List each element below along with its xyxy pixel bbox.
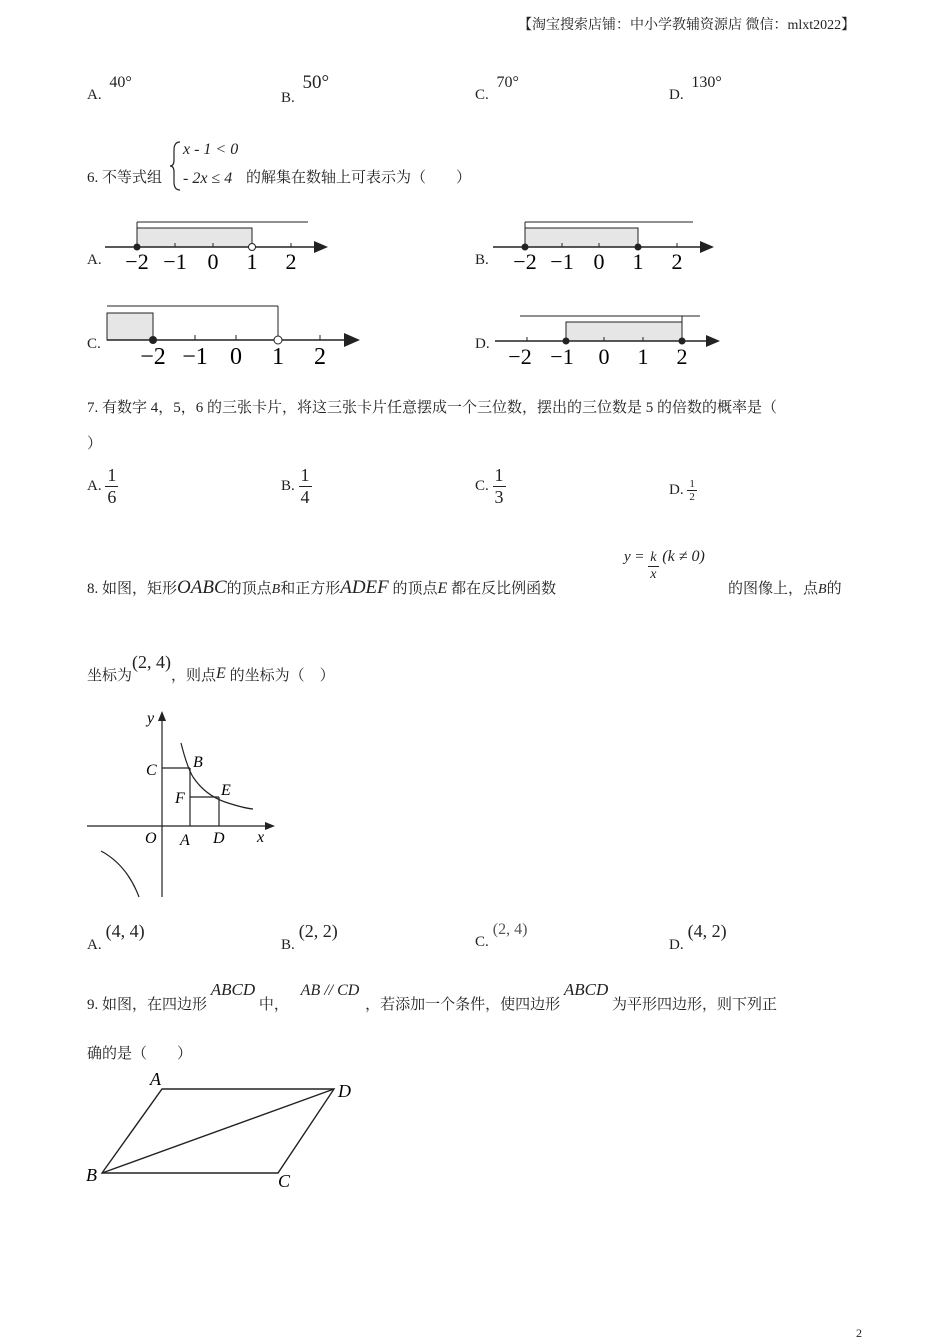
q6-option-d-label[interactable]: D. — [475, 336, 490, 352]
page-number: 2 — [856, 1326, 862, 1340]
q6b-tick: 2 — [671, 249, 683, 274]
q9-figure — [82, 1065, 372, 1195]
q6c-tick: 2 — [314, 344, 326, 370]
q8-figure — [85, 705, 285, 905]
q6a-tick: −1 — [163, 249, 187, 274]
q8-option-b[interactable]: B.(2, 2) — [281, 921, 338, 953]
q9-line1: 9. 如图，在四边形 ABCD 中， AB // CD ，若添加一个条件，使四边形 ABCD 为平形四边形，则下列正 — [87, 980, 778, 1013]
q8-option-a[interactable]: A.(4, 4) — [87, 921, 145, 953]
q6-option-a-label[interactable]: A. — [87, 252, 102, 268]
q6a-tick: 1 — [246, 249, 258, 274]
label-x: x — [257, 829, 265, 846]
q6-suffix: 的解集在数轴上可表示为（ ） — [246, 170, 472, 186]
q6c-tick: −2 — [140, 344, 166, 370]
q6d-tick: −2 — [508, 344, 532, 369]
q6d-tick: 2 — [676, 344, 688, 369]
q6-brace — [170, 140, 182, 192]
fraction: $\frac{1}{3}$ — [494, 465, 504, 507]
q6-option-c-label[interactable]: C. — [87, 336, 101, 352]
q7-stem: 7. 有数字 4，5，6 的三张卡片，将这三张卡片任意摆成一个三位数，摆出的三位数是 5 的倍数的概率是（ — [87, 400, 778, 416]
q8-option-d[interactable]: D.(4, 2) — [669, 921, 727, 953]
q5-option-b[interactable]: B. 50° — [281, 72, 330, 106]
fraction: $\frac{1}{4}$ — [300, 465, 310, 507]
q6a-tick: 2 — [285, 249, 297, 274]
label-b: B — [86, 1165, 97, 1185]
q6b-tick: 0 — [593, 249, 605, 274]
fraction: $\frac{1}{6}$ — [107, 465, 117, 507]
page-header: 【淘宝搜索店铺：中小学教辅资源店 微信：mlxt2022】 — [518, 18, 856, 33]
label-d: D — [213, 830, 225, 847]
q6-option-b-label[interactable]: B. — [475, 252, 489, 268]
q6d-tick: 0 — [598, 344, 610, 369]
q6-option-c-numberline[interactable] — [100, 300, 370, 370]
q7-option-b[interactable]: B. $\frac{1}{4}$ — [281, 465, 310, 507]
q8-line2: 坐标为(2, 4)，则点E 的坐标为（ ） — [87, 652, 335, 684]
q7-option-d[interactable]: D. $\frac{1}{2}$ — [669, 478, 695, 503]
q6c-tick: 1 — [272, 344, 284, 370]
q8-line1-end: 的图像上，点B的 — [728, 581, 842, 597]
label-d: D — [338, 1081, 351, 1101]
q8-function: y = $\frac{k}{x}$ (k ≠ 0) — [624, 548, 705, 582]
q7-option-c[interactable]: C. $\frac{1}{3}$ — [475, 465, 504, 507]
q6c-tick: −1 — [182, 344, 208, 370]
label-o: O — [145, 830, 157, 847]
q5-option-c[interactable]: C. 70° — [475, 74, 519, 103]
q6b-tick: −1 — [550, 249, 574, 274]
q6-number: 6. 不等式组 — [87, 170, 163, 186]
q6-option-b-numberline[interactable] — [488, 215, 728, 275]
label-e: E — [221, 782, 231, 799]
q6-ineq2: - 2x ≤ 4 — [183, 170, 233, 187]
q6b-tick: −2 — [513, 249, 537, 274]
q9-line2: 确的是（ ） — [87, 1046, 193, 1062]
label-y: y — [147, 710, 155, 727]
q6-ineq1: x - 1 < 0 — [183, 141, 239, 158]
q6d-tick: 1 — [637, 344, 649, 369]
q8-line1: 8. 如图，矩形OABC的顶点B和正方形ADEF 的顶点E 都在反比例函数 — [87, 577, 557, 598]
q6-option-d-numberline[interactable] — [490, 300, 740, 370]
q6d-tick: −1 — [550, 344, 574, 369]
q5-option-a[interactable]: A. 40° — [87, 74, 132, 103]
label-c: C — [278, 1171, 291, 1191]
q7-stem-end: ） — [87, 436, 103, 452]
q6-option-a-numberline[interactable] — [100, 215, 340, 275]
fraction: $\frac{1}{2}$ — [689, 478, 695, 503]
q6c-tick: 0 — [230, 344, 242, 370]
label-b: B — [193, 754, 203, 771]
label-f: F — [175, 790, 185, 807]
q5-option-d[interactable]: D. 130° — [669, 74, 722, 103]
q8-option-c[interactable]: C.(2, 4) — [475, 921, 528, 950]
label-a: A — [180, 832, 190, 849]
q6b-tick: 1 — [632, 249, 644, 274]
label-a: A — [150, 1069, 161, 1089]
q7-option-a[interactable]: A. $\frac{1}{6}$ — [87, 465, 117, 507]
label-c: C — [146, 762, 157, 779]
q6a-tick: 0 — [207, 249, 219, 274]
q6a-tick: −2 — [125, 249, 149, 274]
